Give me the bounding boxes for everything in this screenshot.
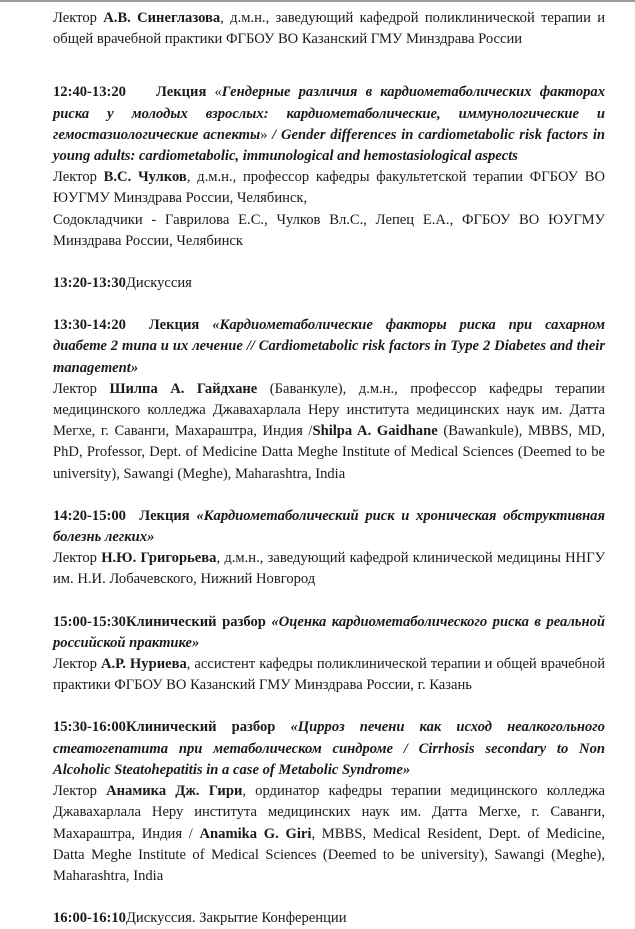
speaker-affiliation: , ординатор кафедры терапии медицинского колледжа Джавахарлала Неру института медицинских наук им. Датта Мегхе, г. Саванги, Махараштра, Индия / [53, 783, 605, 842]
session-type: Лекция [155, 84, 207, 101]
session-speaker [53, 781, 605, 887]
session-title: «Кардиометаболические факторы риска при сахарном диабете 2 типа и их лечение // Cardiometabolic risk factors in Type 2 Diabetes and their management» [53, 317, 606, 376]
session-speaker [53, 167, 605, 209]
speaker-name-en: Shilpa A. Gaidhane [312, 423, 438, 440]
session-title: «Кардиометаболический риск и хроническая обструктивная болезнь легких» [53, 507, 605, 546]
quote-open: « [214, 84, 222, 101]
speaker-prefix: Лектор [53, 656, 101, 673]
speaker-prefix: Лектор [53, 380, 110, 397]
speaker-prefix: Лектор [53, 10, 104, 26]
speaker-name: В.С. Чулков [103, 169, 187, 186]
session-1420 [53, 506, 605, 591]
session-1240 [53, 82, 605, 252]
session-time: 13:20-13:30 [53, 275, 126, 292]
session-time: 14:20-15:00 [53, 507, 126, 524]
session-speaker [53, 548, 605, 590]
page-top-border [0, 0, 635, 2]
session-heading [53, 717, 605, 781]
session-speaker [53, 379, 605, 485]
speaker-affiliation-en: (Bawankule), MBBS, MD, PhD, Professor, Dept. of Medicine Datta Meghe Institute of Medical Sciences (Deemed to be university), Sawangi (Meghe), Maharashtra, India [53, 423, 605, 482]
speaker-name: Шилпа А. Гайдхане [109, 380, 258, 397]
session-type: Лекция [139, 507, 190, 524]
session-time: 16:00-16:10 [53, 910, 126, 927]
speaker-prefix: Лектор [53, 550, 102, 567]
session-type: Клинический разбор [125, 719, 276, 736]
program-page [53, 4, 605, 929]
speaker-name: А.Р. Нуриева [100, 656, 187, 673]
speaker-name-en: Anamika G. Giri [199, 825, 312, 842]
session-heading [53, 315, 605, 379]
session-1600 [53, 908, 605, 929]
session-type: Клинический разбор [125, 613, 266, 630]
speaker-affiliation-en: , MBBS, Medical Resident, Dept. of Medicine, Datta Meghe Institute of Medical Sciences (Deemed to be university), Sawangi (Meghe), Maharashtra, India [53, 825, 606, 884]
speaker-name: Анамика Дж. Гири [106, 783, 243, 800]
speaker-prefix: Лектор [53, 169, 104, 186]
speaker-affiliation: , д.м.н., профессор кафедры факультетской терапии ФГБОУ ВО ЮУГМУ Минздрава России, Челябинск, [53, 169, 605, 207]
speaker-affiliation: , д.м.н., заведующий кафедрой клинической медицины ННГУ им. Н.И. Лобачевского, Нижний Новгород [53, 550, 605, 588]
session-type: Лекция [148, 317, 200, 334]
session-title: Гендерные различия в кардиометаболических факторах риска у молодых взрослых: кардиометаболические, иммунологические и гемостазиологические аспекты [53, 84, 606, 143]
speaker-name: Н.Ю. Григорьева [101, 550, 217, 567]
speaker-prefix: Лектор [53, 783, 107, 800]
speaker-affiliation: , ассистент кафедры поликлинической терапии и общей врачебной практики ФГБОУ ВО Казанский ГМУ Минздрава России, г. Казань [53, 656, 606, 694]
session-time: 15:30-16:00 [53, 719, 126, 736]
speaker-affiliation: , д.м.н., заведующий кафедрой поликлинической терапии и общей врачебной практики ФГБОУ ВО Казанский ГМУ Минздрава России [53, 10, 606, 48]
session-time: 15:00-15:30 [53, 613, 126, 630]
intro-speaker [53, 8, 605, 50]
session-text: Дискуссия. Закрытие Конференции [125, 910, 347, 927]
session-time: 12:40-13:20 [53, 84, 126, 101]
session-title: «Оценка кардиометаболического риска в реальной российской практике» [53, 613, 605, 651]
session-heading [53, 82, 605, 167]
session-title: «Цирроз печени как исход неалкогольного стеатогепатита при метаболическом синдроме / Cirrhosis secondary to Non Alcoholic Steatohepatitis in a case of Metabolic Syndrome» [53, 719, 605, 778]
session-1330 [53, 315, 605, 485]
session-speaker [53, 654, 605, 696]
session-title-en: / Gender differences in cardiometabolic risk factors in young adults: cardiometabolic, immunological and hemostasiological aspects [53, 126, 605, 165]
co-speakers: Содокладчики - Гаврилова Е.С., Чулков Вл.С., Лепец Е.А., ФГБОУ ВО ЮУГМУ Минздрава России, Челябинск [53, 211, 605, 249]
speaker-name: А.В. Синеглазова [103, 10, 221, 26]
speaker-affiliation: (Баванкуле), д.м.н., профессор кафедры терапии медицинского колледжа Джавахарлала Неру института медицинских наук им. Датта Мегхе, г. Саванги, Махараштра, Индия / [53, 380, 605, 440]
session-time: 13:30-14:20 [53, 317, 126, 334]
session-heading [53, 506, 605, 548]
session-heading [53, 612, 605, 654]
session-1500 [53, 612, 605, 697]
quote-close: » [260, 126, 268, 143]
session-text: Дискуссия [125, 275, 192, 292]
session-1530 [53, 717, 605, 887]
session-1320 [53, 273, 605, 294]
